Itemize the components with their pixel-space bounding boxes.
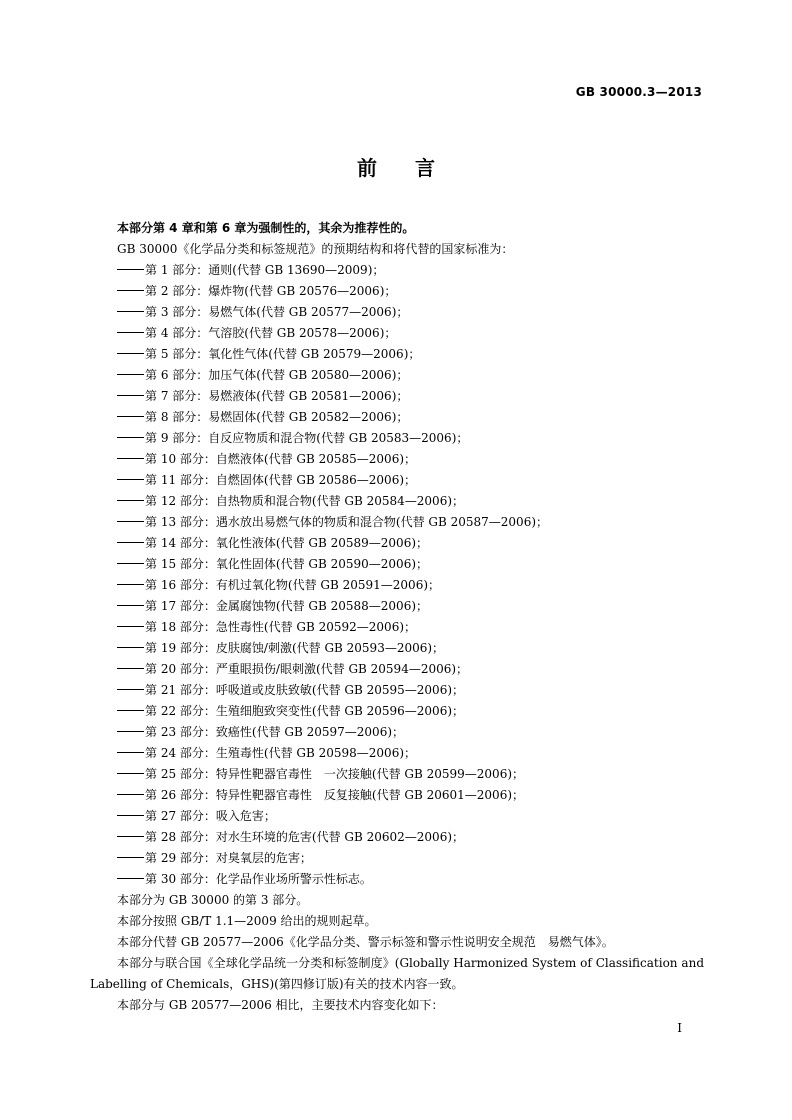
list-item-text: 第 29 部分：对臭氧层的危害； (145, 851, 312, 865)
em-dash-marker (117, 815, 144, 816)
list-item (90, 491, 704, 512)
list-item (90, 512, 704, 533)
list-item-text: 第 26 部分：特异性靶器官毒性 反复接触(代替 GB 20601—2006)； (145, 788, 525, 802)
list-item (90, 617, 704, 638)
paragraph-changes-intro: 本部分与 GB 20577—2006 相比，主要技术内容变化如下： (117, 998, 444, 1012)
list-item-text: 第 4 部分：气溶胶(代替 GB 20578—2006)； (145, 326, 397, 340)
list-item-text: 第 28 部分：对水生环境的危害(代替 GB 20602—2006)； (145, 830, 465, 844)
em-dash-marker (117, 710, 144, 711)
list-item-text: 第 12 部分：自热物质和混合物(代替 GB 20584—2006)； (145, 494, 465, 508)
list-item (90, 323, 704, 344)
paragraph-drafting-rules: 本部分按照 GB/T 1.1—2009 给出的规则起草。 (117, 914, 377, 928)
list-item-text: 第 6 部分：加压气体(代替 GB 20580—2006)； (145, 368, 409, 382)
list-item-text: 第 23 部分：致癌性(代替 GB 20597—2006)； (145, 725, 405, 739)
em-dash-marker (117, 479, 144, 480)
list-item (90, 785, 704, 806)
list-item-text: 第 1 部分：通则(代替 GB 13690—2009)； (145, 263, 385, 277)
list-item-text: 第 19 部分：皮肤腐蚀/刺激(代替 GB 20593—2006)； (145, 641, 445, 655)
document-body (90, 218, 704, 1016)
em-dash-marker (117, 563, 144, 564)
paragraph-replaces: 本部分代替 GB 20577—2006《化学品分类、警示标签和警示性说明安全规范 易燃气体》。 (117, 935, 614, 949)
paragraph-ghs-consistency: 本部分与联合国《全球化学品统一分类和标签制度》(Globally Harmonized System of Classification and Labelling of Chemicals，GHS)(第四修订版)有关的技术内容一致。 (90, 956, 704, 991)
list-item (90, 365, 704, 386)
list-item (90, 449, 704, 470)
em-dash-marker (117, 416, 144, 417)
list-item (90, 386, 704, 407)
list-item (90, 554, 704, 575)
list-item (90, 470, 704, 491)
em-dash-marker (117, 878, 144, 879)
em-dash-marker (117, 773, 144, 774)
list-item-text: 第 8 部分：易燃固体(代替 GB 20582—2006)； (145, 410, 409, 424)
list-item-text: 第 5 部分：氧化性气体(代替 GB 20579—2006)； (145, 347, 421, 361)
em-dash-marker (117, 647, 144, 648)
em-dash-marker (117, 668, 144, 669)
em-dash-marker (117, 458, 144, 459)
list-item (90, 659, 704, 680)
em-dash-marker (117, 437, 144, 438)
list-item (90, 302, 704, 323)
list-item (90, 638, 704, 659)
em-dash-marker (117, 689, 144, 690)
em-dash-marker (117, 731, 144, 732)
list-item-text: 第 7 部分：易燃液体(代替 GB 20581—2006)； (145, 389, 409, 403)
list-item-text: 第 25 部分：特异性靶器官毒性 一次接触(代替 GB 20599—2006)； (145, 767, 525, 781)
em-dash-marker (117, 521, 144, 522)
em-dash-marker (117, 605, 144, 606)
structure-intro: GB 30000《化学品分类和标签规范》的预期结构和将代替的国家标准为： (117, 242, 514, 256)
list-item (90, 722, 704, 743)
parts-list (90, 260, 704, 890)
list-item-text: 第 30 部分：化学品作业场所警示性标志。 (145, 872, 372, 886)
list-item-text: 第 21 部分：呼吸道或皮肤致敏(代替 GB 20595—2006)； (145, 683, 465, 697)
list-item (90, 806, 704, 827)
page-title: 前言 (357, 156, 473, 180)
list-item-text: 第 17 部分：金属腐蚀物(代替 GB 20588—2006)； (145, 599, 429, 613)
em-dash-marker (117, 836, 144, 837)
list-item-text: 第 3 部分：易燃气体(代替 GB 20577—2006)； (145, 305, 409, 319)
list-item (90, 407, 704, 428)
list-item (90, 680, 704, 701)
em-dash-marker (117, 857, 144, 858)
em-dash-marker (117, 269, 144, 270)
list-item-text: 第 9 部分：自反应物质和混合物(代替 GB 20583—2006)； (145, 431, 469, 445)
list-item (90, 281, 704, 302)
paragraph-part-number: 本部分为 GB 30000 的第 3 部分。 (117, 893, 309, 907)
list-item-text: 第 22 部分：生殖细胞致突变性(代替 GB 20596—2006)； (145, 704, 465, 718)
list-item-text: 第 20 部分：严重眼损伤/眼刺激(代替 GB 20594—2006)； (145, 662, 469, 676)
list-item-text: 第 14 部分：氧化性液体(代替 GB 20589—2006)； (145, 536, 429, 550)
list-item-text: 第 18 部分：急性毒性(代替 GB 20592—2006)； (145, 620, 417, 634)
list-item-text: 第 15 部分：氧化性固体(代替 GB 20590—2006)； (145, 557, 429, 571)
em-dash-marker (117, 290, 144, 291)
em-dash-marker (117, 311, 144, 312)
list-item-text: 第 10 部分：自燃液体(代替 GB 20585—2006)； (145, 452, 417, 466)
em-dash-marker (117, 542, 144, 543)
em-dash-marker (117, 332, 144, 333)
list-item-text: 第 2 部分：爆炸物(代替 GB 20576—2006)； (145, 284, 397, 298)
list-item (90, 848, 704, 869)
em-dash-marker (117, 584, 144, 585)
em-dash-marker (117, 395, 144, 396)
list-item (90, 701, 704, 722)
em-dash-marker (117, 752, 144, 753)
list-item-text: 第 27 部分：吸入危害； (145, 809, 276, 823)
em-dash-marker (117, 353, 144, 354)
em-dash-marker (117, 374, 144, 375)
em-dash-marker (117, 794, 144, 795)
list-item (90, 827, 704, 848)
em-dash-marker (117, 500, 144, 501)
list-item (90, 764, 704, 785)
list-item (90, 575, 704, 596)
standard-number: GB 30000.3—2013 (575, 85, 702, 99)
list-item (90, 869, 704, 890)
em-dash-marker (117, 626, 144, 627)
list-item-text: 第 13 部分：遇水放出易燃气体的物质和混合物(代替 GB 20587—2006)； (145, 515, 549, 529)
list-item (90, 743, 704, 764)
list-item (90, 344, 704, 365)
list-item (90, 533, 704, 554)
list-item (90, 260, 704, 281)
mandatory-statement: 本部分第 4 章和第 6 章为强制性的，其余为推荐性的。 (117, 221, 415, 235)
list-item-text: 第 11 部分：自燃固体(代替 GB 20586—2006)； (145, 473, 417, 487)
list-item-text: 第 24 部分：生殖毒性(代替 GB 20598—2006)； (145, 746, 417, 760)
list-item (90, 596, 704, 617)
list-item (90, 428, 704, 449)
page-number: I (677, 1021, 682, 1035)
list-item-text: 第 16 部分：有机过氧化物(代替 GB 20591—2006)； (145, 578, 441, 592)
